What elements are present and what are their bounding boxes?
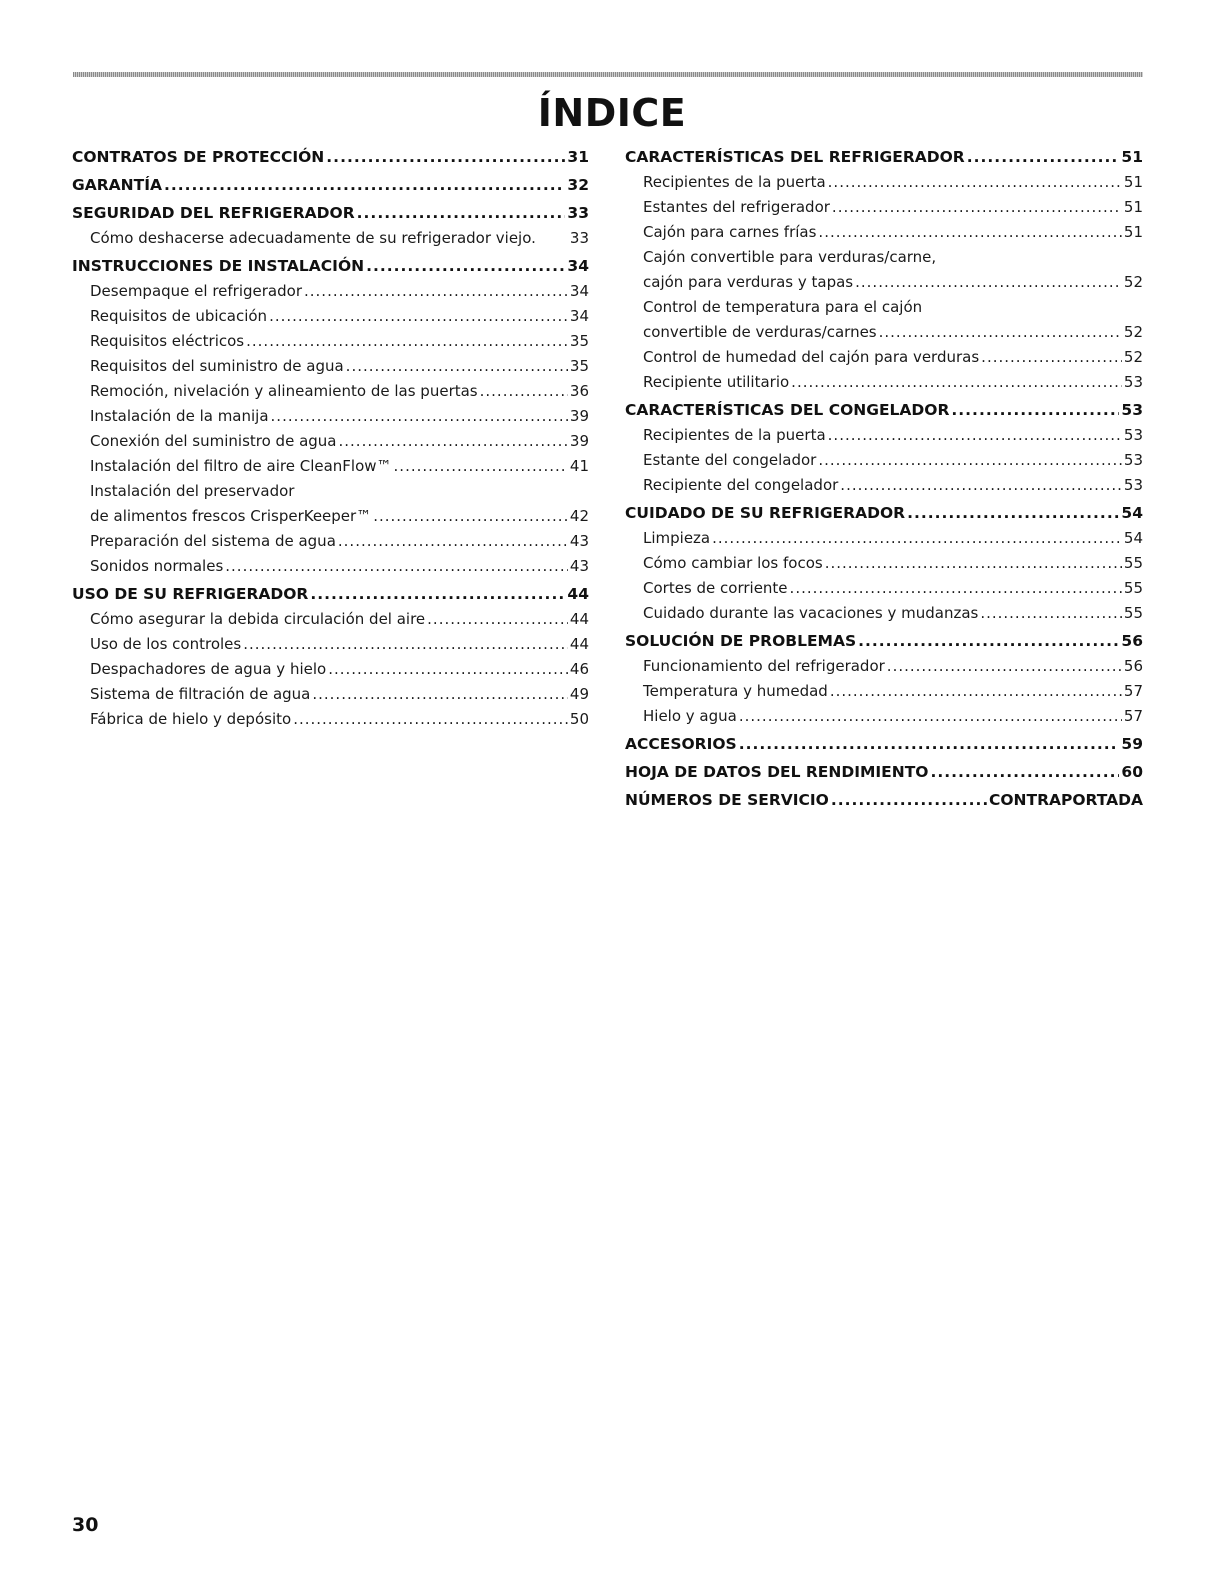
toc-entry-label: Preparación del sistema de agua xyxy=(90,532,336,550)
toc-entry[interactable] xyxy=(72,607,589,632)
toc-entry[interactable] xyxy=(625,423,1143,448)
toc-entry-label: Recipientes de la puerta xyxy=(643,426,826,444)
toc-section-heading[interactable] xyxy=(72,145,589,170)
toc-entry-page: 33 xyxy=(569,229,589,247)
toc-entry-page: 55 xyxy=(1123,579,1143,597)
toc-entry[interactable] xyxy=(625,576,1143,601)
dot-leader xyxy=(269,304,568,329)
dot-leader xyxy=(980,601,1122,626)
toc-entry-label: Uso de los controles xyxy=(90,635,242,653)
dot-leader xyxy=(858,629,1119,654)
toc-entry-label: convertible de verduras/carnes xyxy=(643,323,877,341)
dot-leader xyxy=(427,607,568,632)
toc-entry-page: 35 xyxy=(569,332,589,350)
toc-section-heading-label: ACCESORIOS xyxy=(625,735,737,753)
toc-section-heading-label: SEGURIDAD DEL REFRIGERADOR xyxy=(72,204,355,222)
dot-leader xyxy=(366,254,565,279)
toc-entry-page: 53 xyxy=(1123,426,1143,444)
page-title: ÍNDICE xyxy=(537,91,687,135)
toc-entry-label: Instalación de la manija xyxy=(90,407,269,425)
toc-section-heading-page: 56 xyxy=(1121,632,1143,650)
toc-section-heading-label: SOLUCIÓN DE PROBLEMAS xyxy=(625,632,857,650)
toc-section-heading-page: 44 xyxy=(567,585,589,603)
toc-entry[interactable] xyxy=(72,529,589,554)
toc-entry[interactable] xyxy=(625,654,1143,679)
dot-leader xyxy=(830,679,1122,704)
dot-leader xyxy=(243,632,568,657)
toc-entry-label: Sistema de filtración de agua xyxy=(90,685,311,703)
toc-entry-page: 57 xyxy=(1123,682,1143,700)
dot-leader xyxy=(304,279,568,304)
toc-entry-label: Recipiente utilitario xyxy=(643,373,790,391)
toc-entry-page: 34 xyxy=(569,307,589,325)
dot-leader xyxy=(164,173,565,198)
toc-entry[interactable] xyxy=(72,554,589,579)
toc-section-heading-page: 33 xyxy=(567,204,589,222)
dot-leader xyxy=(712,526,1122,551)
toc-entry[interactable] xyxy=(72,429,589,454)
toc-entry[interactable] xyxy=(625,704,1143,729)
toc-section-heading[interactable] xyxy=(625,501,1143,526)
toc-entry-label: Cómo deshacerse adecuadamente de su refrigerador viejo. xyxy=(90,229,536,247)
dot-leader xyxy=(790,576,1122,601)
toc-section-heading[interactable] xyxy=(625,732,1143,757)
toc-entry-label: Estante del congelador xyxy=(643,451,817,469)
dot-leader xyxy=(328,657,568,682)
toc-entry-page: 57 xyxy=(1123,707,1143,725)
toc-entry-label: Cómo cambiar los focos xyxy=(643,554,823,572)
dot-leader xyxy=(887,654,1122,679)
toc-entry[interactable] xyxy=(625,345,1143,370)
toc-entry-page: 43 xyxy=(569,532,589,550)
toc-entry-page: 46 xyxy=(569,660,589,678)
toc-entry[interactable] xyxy=(72,454,589,479)
toc-section-heading[interactable] xyxy=(72,173,589,198)
toc-entry[interactable] xyxy=(72,226,589,251)
toc-entry-page: 44 xyxy=(569,635,589,653)
toc-section-heading-label: CONTRATOS DE PROTECCIÓN xyxy=(72,148,325,166)
toc-entry-page: 39 xyxy=(569,432,589,450)
toc-entry[interactable] xyxy=(625,320,1143,345)
toc-entry-label: Recipiente del congelador xyxy=(643,476,839,494)
dot-leader xyxy=(930,760,1119,785)
toc-section-heading-page: CONTRAPORTADA xyxy=(988,791,1143,809)
toc-entry-label: Cómo asegurar la debida circulación del aire xyxy=(90,610,426,628)
toc-section-heading[interactable] xyxy=(72,201,589,226)
toc-entry[interactable] xyxy=(625,679,1143,704)
toc-entry-label: Cortes de corriente xyxy=(643,579,788,597)
toc-entry[interactable] xyxy=(72,379,589,404)
dot-leader xyxy=(346,354,568,379)
toc-entry-page: 52 xyxy=(1123,323,1143,341)
toc-section-heading-page: 31 xyxy=(567,148,589,166)
toc-entry-page: 49 xyxy=(569,685,589,703)
toc-section-heading-label: HOJA DE DATOS DEL RENDIMIENTO xyxy=(625,763,929,781)
toc-entry-label: Cuidado durante las vacaciones y mudanzas xyxy=(643,604,979,622)
toc-section-heading-label: GARANTÍA xyxy=(72,176,162,194)
toc-section-heading[interactable] xyxy=(72,254,589,279)
toc-entry-label: Remoción, nivelación y alineamiento de las puertas xyxy=(90,382,478,400)
toc-entry-label: Sonidos normales xyxy=(90,557,224,575)
toc-entry-label: Requisitos de ubicación xyxy=(90,307,268,325)
toc-entry-label: cajón para verduras y tapas xyxy=(643,273,854,291)
toc-left-column xyxy=(72,145,589,732)
toc-entry[interactable] xyxy=(625,220,1143,245)
dot-leader xyxy=(394,454,568,479)
toc-section-heading[interactable] xyxy=(625,788,1143,813)
toc-section-heading-page: 51 xyxy=(1121,148,1143,166)
toc-entry[interactable] xyxy=(625,270,1143,295)
toc-entry-first-line[interactable]: Cajón convertible para verduras/carne, xyxy=(643,248,937,266)
toc-section-heading-page: 54 xyxy=(1121,504,1143,522)
toc-right-column xyxy=(625,145,1143,813)
dot-leader xyxy=(831,788,987,813)
toc-entry[interactable] xyxy=(625,551,1143,576)
dot-leader xyxy=(832,195,1122,220)
toc-entry-page: 41 xyxy=(569,457,589,475)
toc-entry-page: 42 xyxy=(569,507,589,525)
toc-entry-label: Requisitos del suministro de agua xyxy=(90,357,344,375)
toc-entry-page: 55 xyxy=(1123,604,1143,622)
toc-entry[interactable] xyxy=(625,170,1143,195)
dot-leader xyxy=(828,423,1122,448)
toc-entry-label: Limpieza xyxy=(643,529,711,547)
toc-entry-first-line[interactable]: Control de temperatura para el cajón xyxy=(643,298,923,316)
dot-leader xyxy=(271,404,568,429)
dot-leader xyxy=(855,270,1122,295)
toc-entry-page: 53 xyxy=(1123,373,1143,391)
dot-leader xyxy=(357,201,566,226)
toc-entry-page: 54 xyxy=(1123,529,1143,547)
toc-section-heading-label: NÚMEROS DE SERVICIO xyxy=(625,791,829,809)
toc-section-heading-page: 53 xyxy=(1121,401,1143,419)
toc-entry-page: 53 xyxy=(1123,476,1143,494)
toc-entry-page: 55 xyxy=(1123,554,1143,572)
toc-section-heading-label: CUIDADO DE SU REFRIGERADOR xyxy=(625,504,906,522)
toc-entry-page: 34 xyxy=(569,282,589,300)
toc-entry[interactable] xyxy=(72,504,589,529)
top-divider-rule xyxy=(73,72,1143,77)
toc-entry-label: Instalación del filtro de aire CleanFlow™ xyxy=(90,457,392,475)
toc-section-heading[interactable] xyxy=(625,145,1143,170)
dot-leader xyxy=(293,707,568,732)
toc-section-heading-page: 60 xyxy=(1121,763,1143,781)
toc-entry[interactable] xyxy=(625,601,1143,626)
dot-leader xyxy=(246,329,568,354)
toc-section-heading-label: USO DE SU REFRIGERADOR xyxy=(72,585,309,603)
toc-entry[interactable] xyxy=(72,404,589,429)
toc-section-heading[interactable] xyxy=(625,760,1143,785)
dot-leader xyxy=(818,448,1122,473)
toc-entry-label: Fábrica de hielo y depósito xyxy=(90,710,292,728)
dot-leader xyxy=(981,345,1122,370)
toc-entry-page: 51 xyxy=(1123,223,1143,241)
toc-entry[interactable] xyxy=(625,473,1143,498)
toc-entry-label: Temperatura y humedad xyxy=(643,682,828,700)
toc-entry-page: 50 xyxy=(569,710,589,728)
toc-section-heading[interactable] xyxy=(625,398,1143,423)
toc-entry[interactable] xyxy=(625,526,1143,551)
toc-entry-page: 56 xyxy=(1123,657,1143,675)
dot-leader xyxy=(818,220,1121,245)
toc-entry[interactable] xyxy=(625,195,1143,220)
toc-entry-page: 51 xyxy=(1123,198,1143,216)
toc-entry-label: Hielo y agua xyxy=(643,707,737,725)
dot-leader xyxy=(480,379,568,404)
dot-leader xyxy=(951,398,1119,423)
toc-entry[interactable] xyxy=(72,304,589,329)
dot-leader xyxy=(338,529,568,554)
toc-entry-page: 52 xyxy=(1123,273,1143,291)
dot-leader xyxy=(967,145,1120,170)
toc-entry-page: 39 xyxy=(569,407,589,425)
toc-entry-first-line[interactable]: Instalación del preservador xyxy=(90,482,295,500)
toc-section-heading-label: INSTRUCCIONES DE INSTALACIÓN xyxy=(72,257,365,275)
dot-leader xyxy=(339,429,568,454)
toc-entry-label: Recipientes de la puerta xyxy=(643,173,826,191)
toc-section-heading-label: CARACTERÍSTICAS DEL REFRIGERADOR xyxy=(625,148,965,166)
toc-entry-label: Desempaque el refrigerador xyxy=(90,282,302,300)
toc-entry-label: Control de humedad del cajón para verduras xyxy=(643,348,980,366)
toc-entry-page: 44 xyxy=(569,610,589,628)
toc-section-heading[interactable] xyxy=(625,629,1143,654)
dot-leader xyxy=(225,554,568,579)
toc-section-heading-page: 59 xyxy=(1121,735,1143,753)
toc-entry[interactable] xyxy=(72,707,589,732)
toc-entry-label: Cajón para carnes frías xyxy=(643,223,817,241)
toc-section-heading[interactable] xyxy=(72,582,589,607)
dot-leader xyxy=(310,582,565,607)
toc-entry[interactable] xyxy=(72,354,589,379)
toc-entry-page: 52 xyxy=(1123,348,1143,366)
toc-entry-label: de alimentos frescos CrisperKeeper™ xyxy=(90,507,372,525)
toc-entry[interactable] xyxy=(72,279,589,304)
toc-entry-page: 51 xyxy=(1123,173,1143,191)
dot-leader xyxy=(840,473,1122,498)
dot-leader xyxy=(879,320,1122,345)
toc-entry-label: Funcionamiento del refrigerador xyxy=(643,657,885,675)
toc-entry[interactable] xyxy=(72,657,589,682)
dot-leader xyxy=(312,682,568,707)
toc-entry-label: Despachadores de agua y hielo xyxy=(90,660,327,678)
dot-leader xyxy=(739,732,1120,757)
dot-leader xyxy=(326,145,565,170)
dot-leader xyxy=(907,501,1119,526)
toc-entry-page: 53 xyxy=(1123,451,1143,469)
toc-entry-label: Requisitos eléctricos xyxy=(90,332,245,350)
dot-leader xyxy=(373,504,568,529)
toc-entry[interactable] xyxy=(72,632,589,657)
toc-entry[interactable] xyxy=(625,370,1143,395)
toc-entry-page: 35 xyxy=(569,357,589,375)
toc-entry-label: Conexión del suministro de agua xyxy=(90,432,337,450)
toc-entry[interactable] xyxy=(625,448,1143,473)
dot-leader xyxy=(791,370,1122,395)
toc-section-heading-page: 32 xyxy=(567,176,589,194)
dot-leader xyxy=(828,170,1122,195)
toc-entry-label: Estantes del refrigerador xyxy=(643,198,830,216)
dot-leader xyxy=(739,704,1122,729)
toc-entry[interactable] xyxy=(72,329,589,354)
toc-section-heading-page: 34 xyxy=(567,257,589,275)
dot-leader xyxy=(825,551,1122,576)
page-number: 30 xyxy=(72,1514,99,1536)
toc-entry-page: 43 xyxy=(569,557,589,575)
toc-entry-page: 36 xyxy=(569,382,589,400)
toc-section-heading-label: CARACTERÍSTICAS DEL CONGELADOR xyxy=(625,401,950,419)
toc-entry[interactable] xyxy=(72,682,589,707)
